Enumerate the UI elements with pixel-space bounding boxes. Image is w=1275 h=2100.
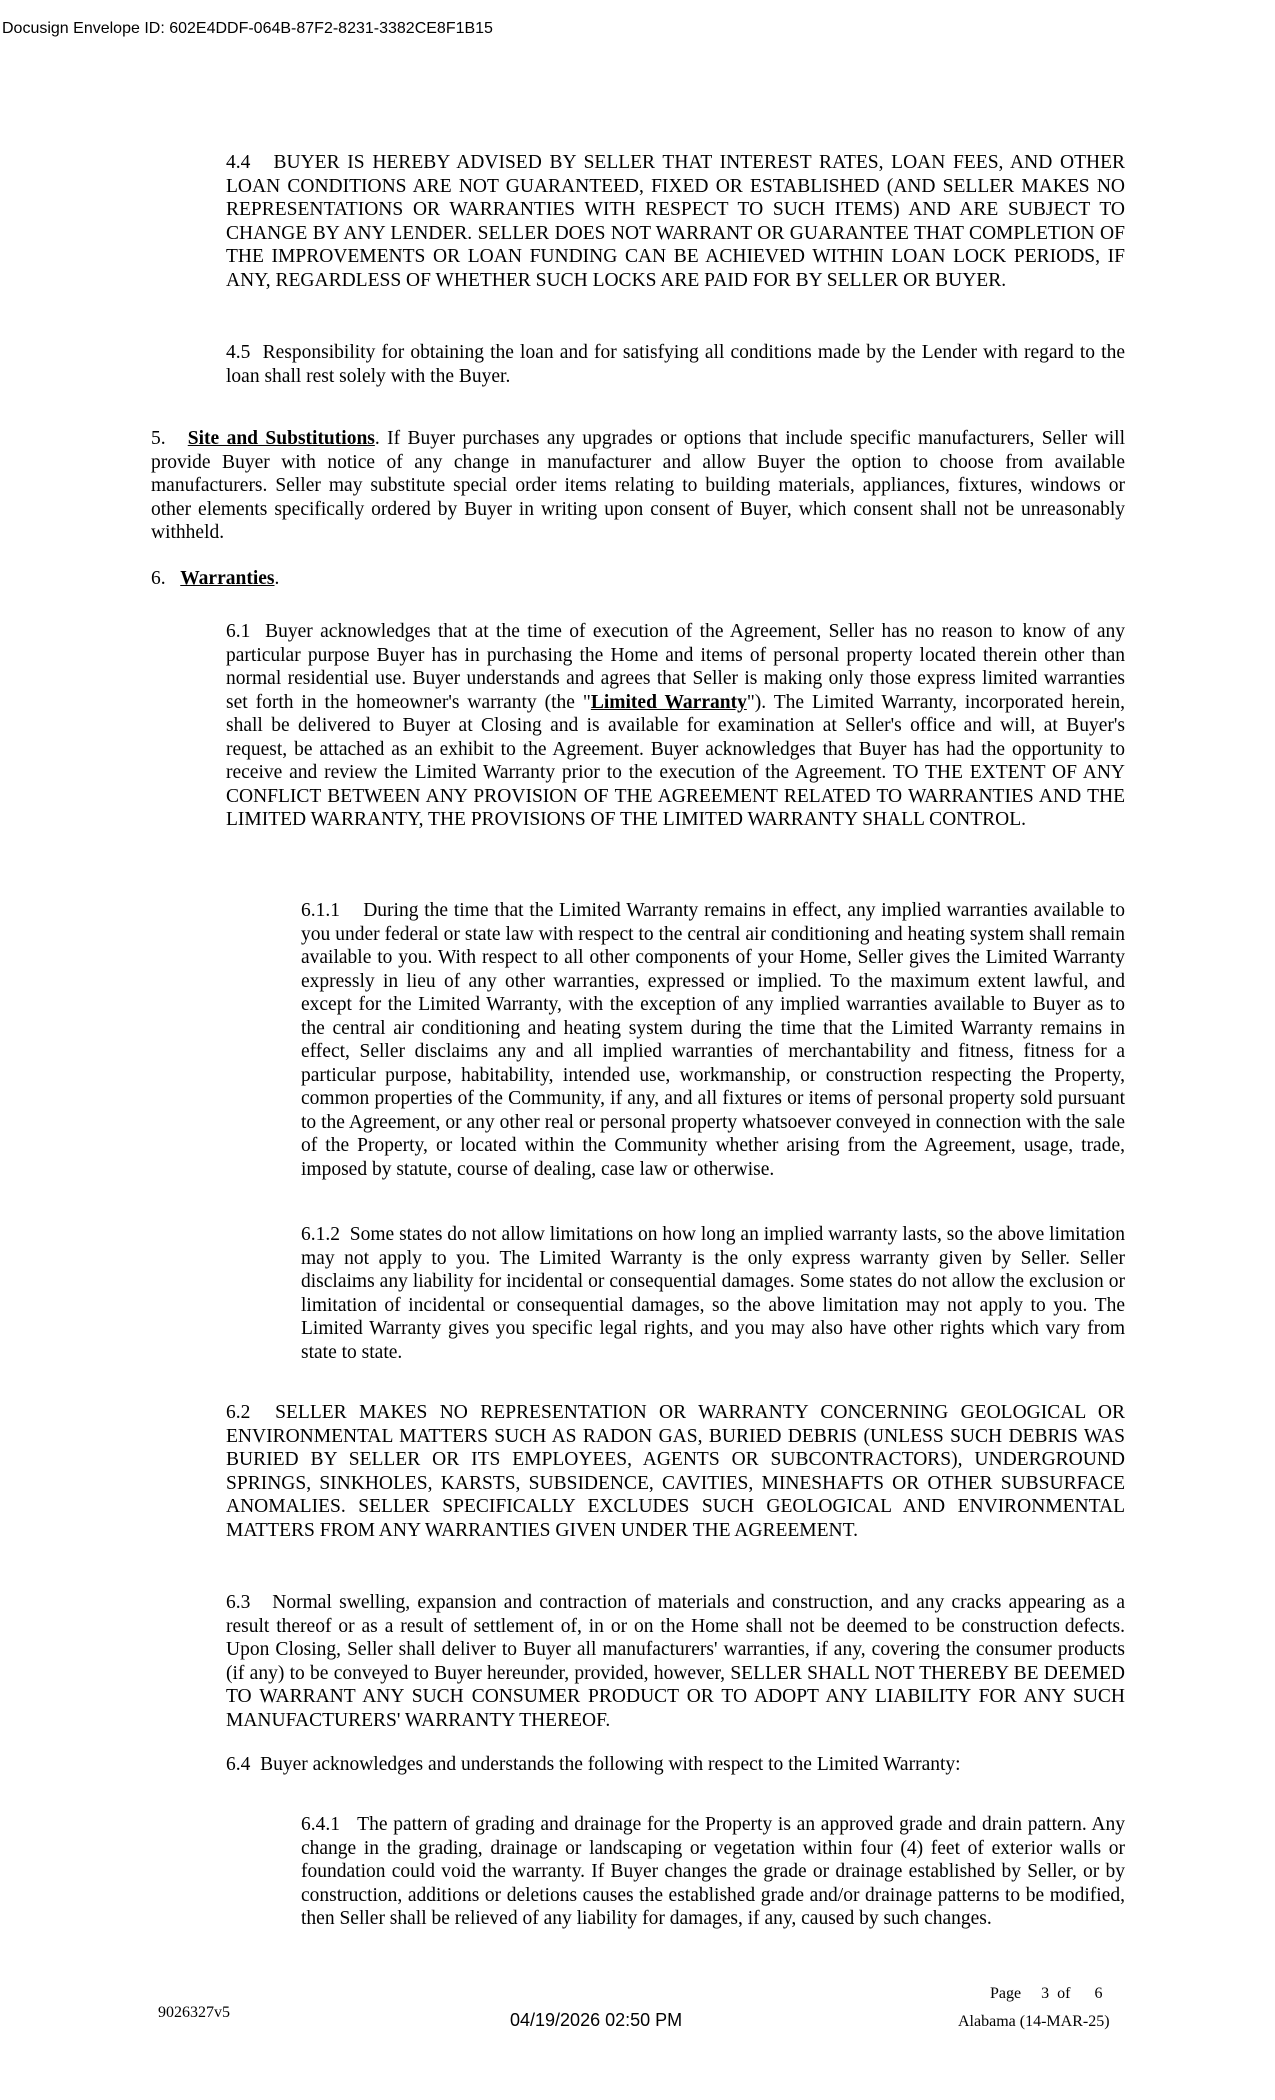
section-6-4-1 <box>301 1813 1125 1931</box>
state-form-version: Alabama (14-MAR-25) <box>958 2013 1110 2030</box>
page-total: 6 <box>1094 1985 1103 2002</box>
section-6-1-2 <box>301 1223 1125 1364</box>
defined-term-limited-warranty: Limited Warranty <box>590 691 747 713</box>
section-text-after: "). The Limited Warranty, incorporated herein, shall be delivered to Buyer at Closing and is available for examination at Seller's office and will, at Buyer's request, be attached as an exhibit to the Agreement. Buyer acknowledges that Buyer has had the opportunity to receive and review the Limited Warranty prior to the execution of the Agreement. TO THE EXTENT OF ANY CONFLICT BETWEEN ANY PROVISION OF THE AGREEMENT RELATED TO WARRANTIES AND THE LIMITED WARRANTY, THE PROVISIONS OF THE LIMITED WARRANTY SHALL CONTROL. <box>226 691 1125 830</box>
section-number: 6.1.1 <box>301 900 340 921</box>
section-text: Responsibility for obtaining the loan and for satisfying all conditions made by the Lender with regard to the loan shall rest solely with the Buyer. <box>226 342 1125 387</box>
section-number: 6.1 <box>226 621 251 642</box>
section-heading-suffix: . <box>274 568 280 589</box>
section-text: Buyer acknowledges and understands the following with respect to the Limited Warranty: <box>260 1754 961 1775</box>
page-number: 3 <box>1041 1985 1050 2002</box>
section-number: 5. <box>151 428 166 449</box>
section-text: The pattern of grading and drainage for the Property is an approved grade and drain pattern. Any change in the grading, drainage or landscaping or vegetation within four (4) feet of exterior walls or foundation could void the warranty. If Buyer changes the grade or drainage established by Seller, or by construction, additions or deletions causes the established grade and/or drainage patterns to be modified, then Seller shall be relieved of any liability for damages, if any, caused by such changes. <box>301 1814 1125 1929</box>
page-of: of <box>1057 1985 1071 2002</box>
section-6-3 <box>226 1591 1125 1732</box>
section-number: 4.4 <box>226 152 251 173</box>
page-indicator <box>990 1985 1102 2003</box>
section-number: 6.4 <box>226 1754 251 1775</box>
section-number: 6. <box>151 568 166 589</box>
page-label: Page <box>990 1985 1022 2002</box>
section-number: 6.3 <box>226 1592 251 1613</box>
section-6-1-1 <box>301 899 1125 1181</box>
section-text: . If Buyer purchases any upgrades or options that include specific manufacturers, Seller will provide Buyer with notice of any change in manufacturer and allow Buyer the option to choose from available manufacturers. Seller may substitute special order items relating to building materials, appliances, fixtures, windows or other elements specifically ordered by Buyer in writing upon consent of Buyer, which consent shall not be unreasonably withheld. <box>151 428 1125 543</box>
docusign-envelope-id: Docusign Envelope ID: 602E4DDF-064B-87F2-8231-3382CE8F1B15 <box>2 20 493 37</box>
section-6-4 <box>226 1753 1125 1777</box>
section-number: 4.5 <box>226 342 251 363</box>
section-4-5 <box>226 341 1125 388</box>
section-4-4 <box>226 151 1125 292</box>
section-number: 6.4.1 <box>301 1814 340 1835</box>
section-text: Some states do not allow limitations on how long an implied warranty lasts, so the above limitation may not apply to you. The Limited Warranty is the only express warranty given by Seller. Seller disclaims any liability for incidental or consequential damages. Some states do not allow the exclusion or limitation of incidental or consequential damages, so the above limitation may not apply to you. The Limited Warranty gives you specific legal rights, and you may also have other rights which vary from state to state. <box>301 1224 1125 1363</box>
section-6-2 <box>226 1401 1125 1542</box>
section-6 <box>151 567 1125 591</box>
section-heading: Site and Substitutions <box>187 428 375 449</box>
section-number: 6.2 <box>226 1402 251 1423</box>
document-id: 9026327v5 <box>158 2004 230 2021</box>
section-text-before: Buyer acknowledges that at the time of execution of the Agreement, Seller has no reason to know of any particular purpose Buyer has in purchasing the Home and items of personal property located therein other than normal residential use. Buyer understands and agrees that Seller is making only those express limited warranties set forth in the homeowner's warranty (the " <box>226 621 1126 713</box>
section-6-1 <box>226 620 1125 832</box>
section-number: 6.1.2 <box>301 1224 340 1245</box>
section-text: Normal swelling, expansion and contraction of materials and construction, and any cracks appearing as a result thereof or as a result of settlement of, in or on the Home shall not be deemed to be construction defects. Upon Closing, Seller shall deliver to Buyer all manufacturers' warranties, if any, covering the consumer products (if any) to be conveyed to Buyer hereunder, provided, however, SELLER SHALL NOT THEREBY BE DEEMED TO WARRANT ANY SUCH CONSUMER PRODUCT OR TO ADOPT ANY LIABILITY FOR ANY SUCH MANUFACTURERS' WARRANTY THEREOF. <box>226 1592 1126 1731</box>
section-text: During the time that the Limited Warranty remains in effect, any implied warranties available to you under federal or state law with respect to the central air conditioning and heating system shall remain available to you. With respect to all other components of your Home, Seller gives the Limited Warranty expressly in lieu of any other warranties, expressed or implied. To the maximum extent lawful, and except for the Limited Warranty, with the exception of any implied warranties available to Buyer as to the central air conditioning and heating system during the time that the Limited Warranty remains in effect, Seller disclaims any and all implied warranties of merchantability and fitness, fitness for a particular purpose, habitability, intended use, workmanship, or construction respecting the Property, common properties of the Community, if any, and all fixtures or items of personal property sold pursuant to the Agreement, or any other real or personal property whatsoever conveyed in connection with the sale of the Property, or located within the Community whether arising from the Agreement, usage, trade, imposed by statute, course of dealing, case law or otherwise. <box>301 900 1125 1180</box>
section-5 <box>151 427 1125 545</box>
signature-datetime: 04/19/2026 02:50 PM <box>510 2010 683 2030</box>
section-heading: Warranties <box>180 568 275 589</box>
section-text: SELLER MAKES NO REPRESENTATION OR WARRANTY CONCERNING GEOLOGICAL OR ENVIRONMENTAL MATTERS SUCH AS RADON GAS, BURIED DEBRIS (UNLESS SUCH DEBRIS WAS BURIED BY SELLER OR ITS EMPLOYEES, AGENTS OR SUBCONTRACTORS), UNDERGROUND SPRINGS, SINKHOLES, KARSTS, SUBSIDENCE, CAVITIES, MINESHAFTS OR OTHER SUBSURFACE ANOMALIES. SELLER SPECIFICALLY EXCLUDES SUCH GEOLOGICAL AND ENVIRONMENTAL MATTERS FROM ANY WARRANTIES GIVEN UNDER THE AGREEMENT. <box>226 1402 1125 1541</box>
section-text: BUYER IS HEREBY ADVISED BY SELLER THAT INTEREST RATES, LOAN FEES, AND OTHER LOAN CONDITIONS ARE NOT GUARANTEED, FIXED OR ESTABLISHED (AND SELLER MAKES NO REPRESENTATIONS OR WARRANTIES WITH RESPECT TO SUCH ITEMS) AND ARE SUBJECT TO CHANGE BY ANY LENDER. SELLER DOES NOT WARRANT OR GUARANTEE THAT COMPLETION OF THE IMPROVEMENTS OR LOAN FUNDING CAN BE ACHIEVED WITHIN LOAN LOCK PERIODS, IF ANY, REGARDLESS OF WHETHER SUCH LOCKS ARE PAID FOR BY SELLER OR BUYER. <box>226 152 1126 291</box>
